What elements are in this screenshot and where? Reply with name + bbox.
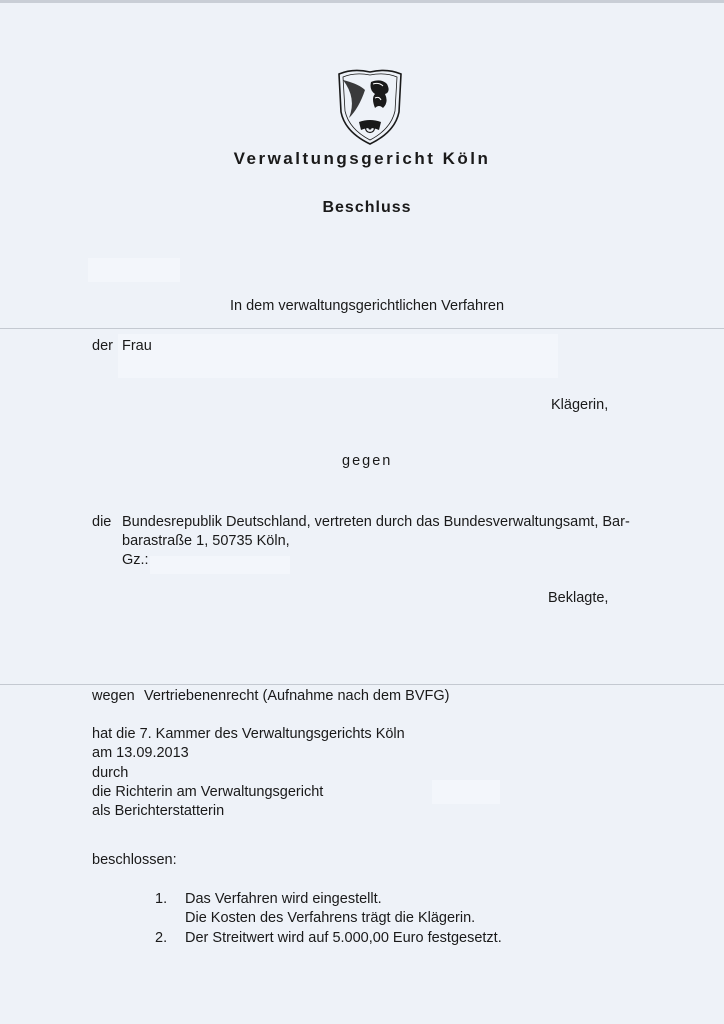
decision-date: am 13.09.2013 (92, 745, 189, 761)
decision-line-4: die Richterin am Verwaltungsgericht (92, 784, 324, 800)
redaction-block (88, 258, 180, 282)
court-name: Verwaltungsgericht Köln (233, 149, 491, 168)
redaction-block (150, 556, 290, 574)
defendant-prefix: die (92, 514, 112, 530)
defendant-line-2: barastraße 1, 50735 Köln, (122, 533, 290, 549)
resolved-label: beschlossen: (92, 852, 177, 868)
fold-line-upper (0, 328, 724, 329)
ruling-text: Die Kosten des Verfahrens trägt die Klägerin. (185, 910, 476, 926)
plaintiff-role: Klägerin, (551, 397, 609, 413)
redaction-block (118, 334, 558, 378)
proceeding-intro: In dem verwaltungsgerichtlichen Verfahren (229, 298, 505, 314)
decision-line-3: durch (92, 765, 129, 781)
subject-label: wegen (92, 688, 135, 704)
ruling-number: 2. (155, 930, 168, 946)
ruling-number: 1. (155, 891, 168, 907)
plaintiff-prefix: der (92, 338, 113, 354)
ruling-text: Das Verfahren wird eingestellt. (185, 891, 382, 907)
nrw-coat-of-arms-icon (335, 68, 405, 146)
decision-line-5: als Berichterstatterin (92, 803, 225, 819)
versus-label: gegen (342, 453, 393, 469)
document-type: Beschluss (322, 199, 412, 216)
redaction-block (432, 780, 500, 804)
decision-line-1: hat die 7. Kammer des Verwaltungsgerichts Köln (92, 726, 405, 742)
defendant-role: Beklagte, (548, 590, 609, 606)
defendant-reference: Gz.: (122, 552, 149, 568)
scan-top-edge (0, 0, 724, 3)
ruling-text: Der Streitwert wird auf 5.000,00 Euro festgesetzt. (185, 930, 502, 946)
fold-line-lower (0, 684, 724, 685)
subject-text: Vertriebenenrecht (Aufnahme nach dem BVFG) (144, 688, 450, 704)
plaintiff-title: Frau (122, 338, 152, 354)
defendant-line-1: Bundesrepublik Deutschland, vertreten durch das Bundesverwaltungsamt, Bar- (122, 514, 630, 530)
